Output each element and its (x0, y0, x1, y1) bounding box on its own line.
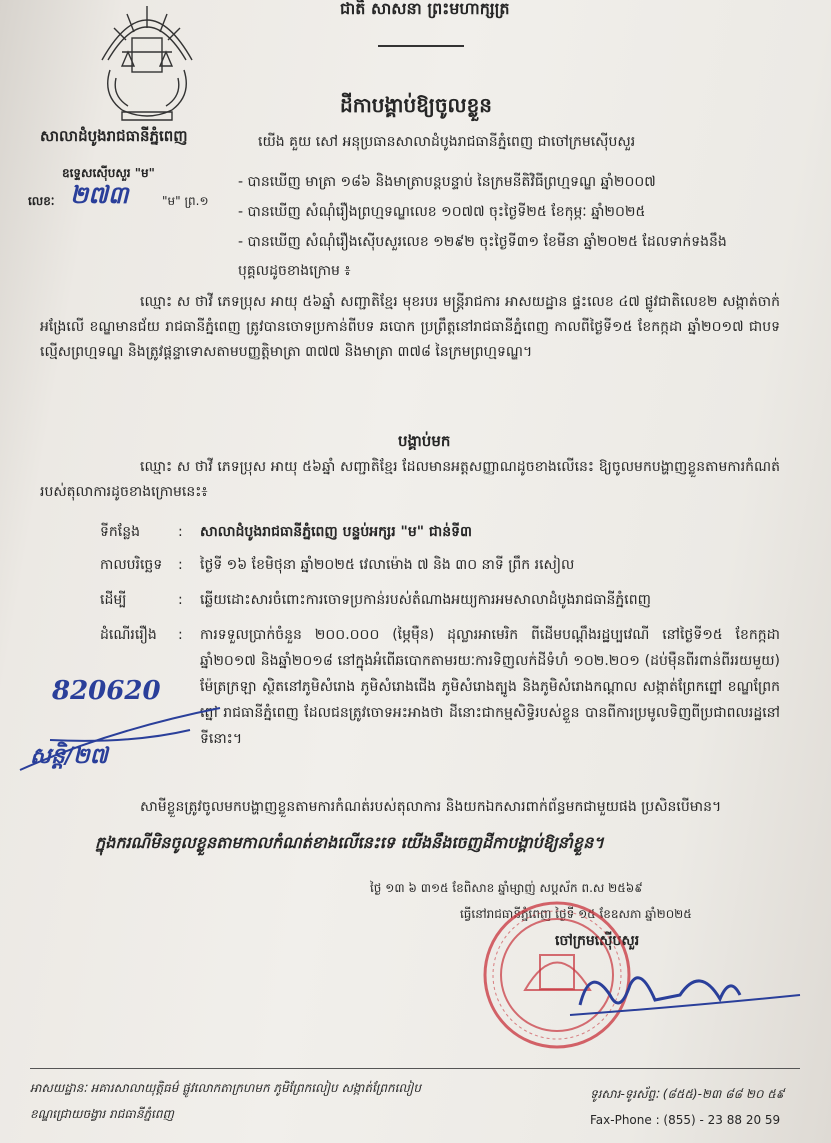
consideration-2: - បានឃើញ សំណុំរឿងព្រហ្មទណ្ឌលេខ ១០៧៧ ចុះថ្ងៃទី២៥ ខែកុម្ភៈ ឆ្នាំ២០២៥ (238, 204, 646, 220)
consideration-4: បុគ្គលដូចខាងក្រោម ៖ (238, 263, 351, 279)
royal-emblem-icon (92, 0, 202, 125)
national-motto: ជាតិ សាសនា ព្រះមហាក្សត្រ (340, 0, 510, 18)
footer-address-1: អាសយដ្ឋានៈ អគារសាលាយុត្តិធម៌ ផ្លូវលោកតាក្រហមក ភូមិព្រែកលៀប សង្កាត់ព្រែកលៀប (30, 1081, 421, 1095)
field-colon: : (178, 592, 183, 608)
order-paragraph: ឈ្មោះ ស ថាវី ភេទប្រុស អាយុ ៥៦ឆ្នាំ សញ្ជាតិខ្មែរ ដែលមានអត្តសញ្ញាណដូចខាងលើនេះ ឱ្យចូលមកបង្ហាញខ្លួនតាមការកំណត់របស់តុលាការដូចខាងក្រោមនេះ៖ (40, 459, 780, 500)
footer-phone-en: Fax-Phone : (855) - 23 88 20 59 (590, 1113, 781, 1127)
case-number-handwritten: ២៧៣ (70, 180, 129, 209)
order-heading: បង្គាប់មក (398, 432, 451, 450)
consideration-3: - បានឃើញ សំណុំរឿងស៊ើបសួរលេខ ១២៩២ ចុះថ្ងៃទី៣១ ខែមីនា ឆ្នាំ២០២៥ ដែលទាក់ទងនឹង (238, 234, 727, 250)
field-label-facts: ដំណើររឿង (100, 627, 157, 643)
field-label-place: ទីកន្លែង (100, 524, 140, 540)
footer-divider (30, 1068, 800, 1069)
footer-address-2: ខណ្ឌជ្រោយចង្វារ រាជធានីភ្នំពេញ (30, 1107, 174, 1121)
lunar-date: ថ្ងៃ ១៣ ៦ ៣១៥ ខែពិសាខ ឆ្នាំម្សាញ់ សប្តស័ក ព.ស ២៥៦៩ (370, 881, 643, 895)
margin-note-word: សន្តិ/២៧ (30, 743, 108, 769)
field-value-date: ថ្ងៃទី ១៦ ខែមិថុនា ឆ្នាំ២០២៥ វេលាម៉ោង ៧ និង ៣០ នាទី ព្រឹក រសៀល (200, 557, 575, 573)
investigation-office: ឧទ្ទេសស៊ើបសួរ "ម" (62, 166, 155, 180)
closing-line-2: ក្នុងករណីមិនចូលខ្លួនតាមកាលកំណត់ខាងលើនេះទេ យើងនឹងចេញដីកាបង្គាប់ឱ្យនាំខ្លួន។ (95, 833, 604, 852)
field-label-date: កាលបរិច្ឆេទ (100, 557, 163, 573)
footer-phone-kh: ទូរសារ-ទូរស័ព្ទៈ (៨៥៥)-២៣ ៨៨ ២០ ៥៩ (590, 1087, 785, 1101)
field-value-purpose: ឆ្លើយដោះសារចំពោះការចោទប្រកាន់របស់តំណាងអយ្យការអមសាលាដំបូងរាជធានីភ្នំពេញ (200, 592, 651, 608)
document-title: ដីកាបង្គាប់ឱ្យចូលខ្លួន (340, 93, 492, 117)
consideration-1: - បានឃើញ មាត្រា ១៨៦ និងមាត្រាបន្តបន្ទាប់ នៃក្រមនីតិវិធីព្រហ្មទណ្ឌ ឆ្នាំ២០០៧ (238, 174, 656, 190)
margin-note-strokes-icon (10, 700, 230, 790)
accused-paragraph: ឈ្មោះ ស ថាវី ភេទប្រុស អាយុ ៥៦ឆ្នាំ សញ្ជាតិខ្មែរ មុខរបរ មន្ត្រីរាជការ អាសយដ្ឋាន ផ្ទះលេខ ៤៧ ផ្លូវជាតិលេខ២ សង្កាត់ចាក់អង្រែលើ ខណ្ឌមានជ័យ រាជធានីភ្នំពេញ ត្រូវបានចោទប្រកាន់ពីបទ ឆបោក ប្រព្រឹត្តនៅរាជធានីភ្នំពេញ កាលពីថ្ងៃទី១៥ ខែកក្កដា ឆ្នាំ២០១៧ ជាបទល្មើសព្រហ្មទណ្ឌ និងត្រូវផ្តន្ទាទោសតាមបញ្ញត្តិមាត្រា ៣៧៧ និងមាត្រា ៣៧៨ នៃក្រមព្រហ្មទណ្ឌ។ (40, 294, 780, 360)
motto-divider (378, 45, 464, 47)
signer-title: ចៅក្រមស៊ើបសួរ (555, 933, 640, 949)
case-number-label: លេខៈ (28, 194, 55, 208)
closing-line-1: សាមីខ្លួនត្រូវចូលមកបង្ហាញខ្លួនតាមការកំណត់របស់តុលាការ និងយកឯកសារពាក់ព័ន្ធមកជាមួយផង ប្រសិនបើមាន។ (140, 799, 722, 815)
court-name: សាលាដំបូងរាជធានីភ្នំពេញ (40, 127, 188, 145)
field-value-place: សាលាដំបូងរាជធានីភ្នំពេញ បន្ទប់អក្សរ "ម" ជាន់ទី៣ (200, 524, 472, 540)
issued-at: ធ្វើនៅរាជធានីភ្នំពេញ ថ្ងៃទី ១៥ ខែឧសភា ឆ្នាំ២០២៥ (460, 907, 692, 921)
field-label-purpose: ដើម្បី (100, 592, 127, 608)
field-colon: : (178, 627, 183, 643)
margin-note-number: 820620 (52, 676, 161, 706)
case-number-suffix: "ម" ព្រ.១ (162, 194, 209, 208)
judge-intro: យើង គួយ សៅ អនុប្រធានសាលាដំបូងរាជធានីភ្នំពេញ ជាចៅក្រមស៊ើបសួរ (258, 134, 636, 150)
judge-signature-icon (560, 955, 810, 1035)
field-colon: : (178, 557, 183, 573)
field-value-facts: ការទទួលប្រាក់ចំនួន ២០០.០០០ (ម្ភៃម៉ឺន) ដុល្លារអាមេរិក ពីដើមបណ្តឹងរដ្ឋប្បវេណី នៅថ្ងៃទី១៥ ខែកក្កដា ឆ្នាំ២០១៧ និងឆ្នាំ២០១៨ នៅក្នុងអំពើឆបោកតាមរយៈការទិញលក់ដីទំហំ ១០២.២០១ (ដប់ម៉ឺនពីរពាន់ពីររយមួយ) ម៉ែត្រក្រឡា ស្ថិតនៅភូមិសំរោង ភូមិសំរោងជើង ភូមិសំរោងត្បូង និងភូមិសំរោងកណ្តាល សង្កាត់ព្រែកព្នៅ ខណ្ឌព្រែកព្នៅ រាជធានីភ្នំពេញ ដែលជនត្រូវចោទអះអាងថា ដីនោះជាកម្មសិទ្ធិរបស់ខ្លួន បានពីការប្រមូលទិញពីប្រជាពលរដ្ឋនៅទីនោះ។ (200, 627, 780, 747)
field-colon: : (178, 524, 183, 540)
